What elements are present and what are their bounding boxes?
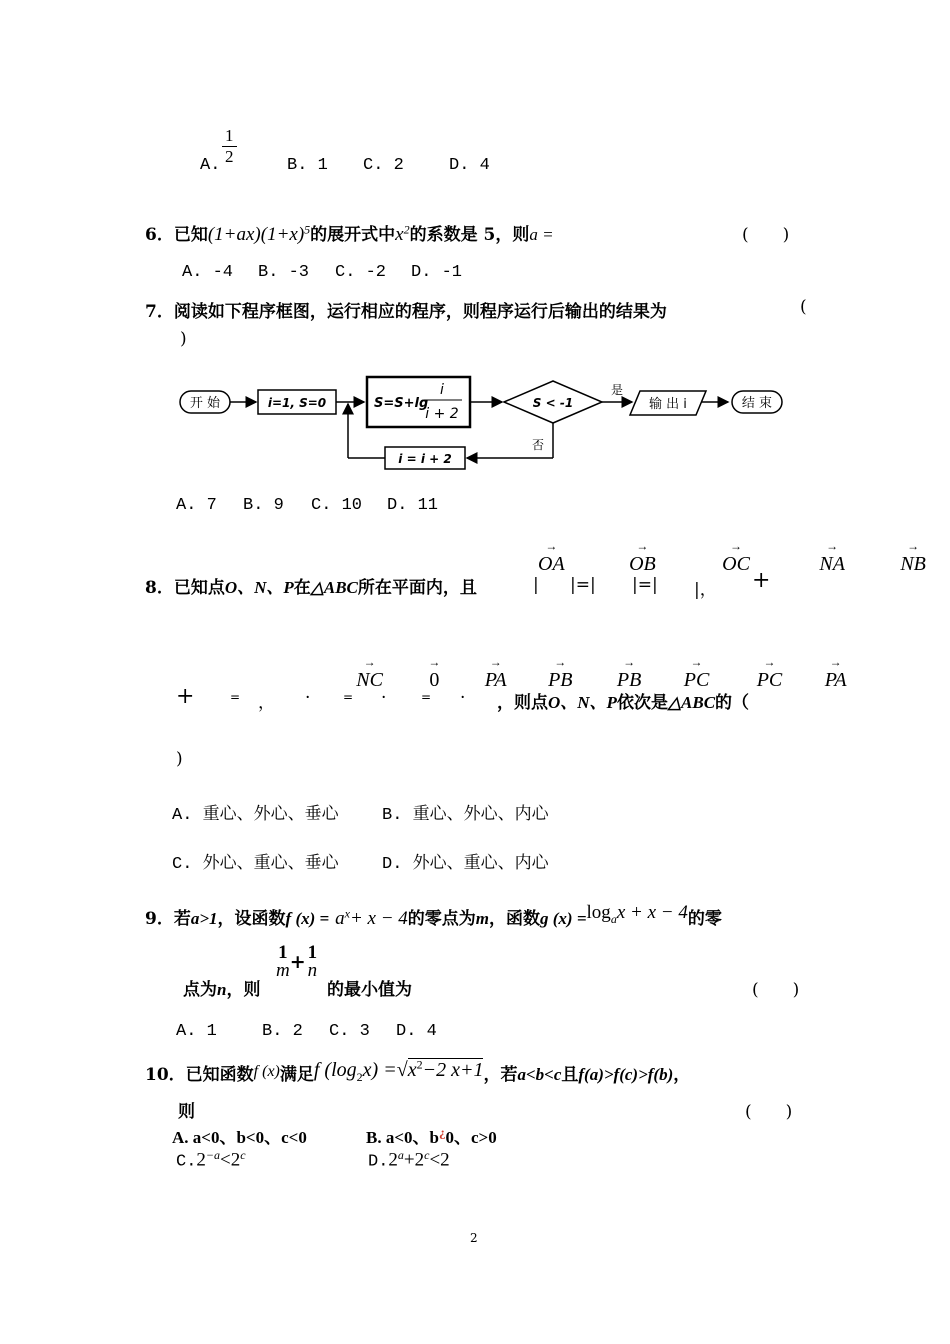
q8-option-d: D. 外心、重心、内心 (382, 855, 549, 874)
q5-option-a-fraction: 1 2 (222, 126, 237, 167)
q8-option-b: B. 重心、外心、内心 (382, 806, 549, 825)
q8-plus1: + (752, 568, 771, 593)
vector-nc: → NC (356, 669, 383, 692)
flow-yes-label: 是 (610, 383, 624, 397)
q8-abs-bar: | (533, 575, 539, 595)
vector-oc: → OC (722, 553, 750, 576)
q6-option-d: D. -1 (411, 263, 463, 282)
question-9-stem-end: 的最小值为 (327, 980, 412, 1000)
question-7-stem: 7．阅读如下程序框图，运行相应的程序，则程序运行后输出的结果为 (145, 302, 667, 322)
vector-ob: → OB (629, 553, 656, 576)
flow-update-label: S=S+lg (374, 396, 429, 411)
question-7-paren-open: ( (800, 297, 807, 317)
page-number: 2 (470, 1231, 478, 1245)
vector-oa: → OA (538, 553, 565, 576)
q8-eq2: |=| (632, 575, 658, 595)
vector-pb-1: → PB (548, 669, 572, 692)
vector-na: → NA (819, 553, 845, 576)
q10-option-a: A. a<0、b<0、c<0 (172, 1128, 307, 1147)
question-10-stem-cont: 则 (178, 1102, 195, 1122)
q5-option-c: C. 2 (363, 156, 404, 175)
q8-dot2: · (381, 688, 387, 708)
q5-option-a: A. (200, 156, 221, 175)
q10-option-b: B. a<0、b¿0、c>0 (366, 1124, 497, 1147)
question-6-stem: 6．已知$(1+ax)(1+x)^5$的展开式中$x^2$的系数是 5，则a = (145, 222, 554, 245)
q5-option-d: D. 4 (449, 156, 490, 175)
question-10-stem: 10．已知函数f (x)满足f $(\log_2x) =√x^2-2$ x+1，若a<b<c且f(a)>f(c)>f(b)， (145, 1057, 691, 1085)
q7-option-c: C. 10 (311, 496, 363, 515)
q8-dot1: · (305, 688, 311, 708)
program-flowchart (170, 370, 800, 470)
vector-pc-2: → PC (757, 669, 783, 692)
q6-option-a: A. -4 (182, 263, 234, 282)
q9-expression: 1 m + 1 n (276, 942, 318, 981)
question-10-answer-paren: ( ) (745, 1102, 793, 1122)
q8-eq4: = (343, 690, 354, 704)
flow-end-label: 结 束 (741, 396, 773, 411)
q8-comma2: ， (258, 693, 275, 713)
flow-increment-label: i = i + 2 (398, 452, 452, 466)
q7-option-d: D. 11 (387, 496, 439, 515)
q7-option-b: B. 9 (243, 496, 284, 515)
q9-option-c: C. 3 (329, 1022, 370, 1041)
q9-option-d: D. 4 (396, 1022, 437, 1041)
question-8-paren-close: ) (176, 749, 183, 769)
q9-option-b: B. 2 (262, 1022, 303, 1041)
q8-eq3: = (230, 690, 241, 704)
q6-option-c: C. -2 (335, 263, 387, 282)
flow-decision-label: S < -1 (532, 396, 574, 410)
question-6-answer-paren: ( ) (742, 225, 790, 245)
q5-option-b: B. 1 (287, 156, 328, 175)
flow-start-label: 开 始 (189, 396, 221, 411)
vector-nb: → NB (900, 553, 926, 576)
q8-option-c: C. 外心、重心、垂心 (172, 855, 339, 874)
q8-plus2: + (176, 684, 195, 709)
question-9-stem-cont: 点为n，则 (183, 980, 261, 1000)
question-9-stem: 9．若a>1，设函数f $(x) = a^x+ x - 4$的零点为m，函数g $(x) =\log_ax + x - 4$的零 (145, 902, 722, 929)
flow-update-frac-num: i (440, 382, 444, 398)
q8-dot3: · (460, 688, 466, 708)
vector-pa-1: → PA (485, 669, 507, 692)
q7-option-a: A. 7 (176, 496, 217, 515)
q9-option-a: A. 1 (176, 1022, 217, 1041)
flow-no-label: 否 (531, 438, 545, 452)
flow-output-label: 输 出 i (649, 397, 687, 412)
q6-option-b: B. -3 (258, 263, 310, 282)
question-9-answer-paren: ( ) (752, 980, 800, 1000)
q8-eq1: |=| (570, 575, 596, 595)
vector-pb-2: → PB (617, 669, 641, 692)
q8-eq5: = (421, 690, 432, 704)
q8-option-a: A. 重心、外心、垂心 (172, 806, 339, 825)
flow-init-label: i=1, S=0 (267, 396, 327, 410)
q8-comma1: |， (694, 580, 717, 600)
q10-option-c: $C.2^{-a}<2^c$ (176, 1148, 246, 1172)
flow-update-frac-den: i + 2 (425, 406, 459, 422)
question-8-stem: 8．已知点O、N、P在△ABC所在平面内，且 (145, 578, 477, 598)
vector-zero: → 0 (429, 669, 439, 692)
question-8-stem-cont: ，则点O、N、P依次是△ABC的（ (497, 693, 750, 713)
vector-pa-2: → PA (825, 669, 847, 692)
question-7-paren-close: ) (180, 329, 187, 349)
q10-option-d: $D.2^a+2^c<2$ (368, 1148, 450, 1172)
vector-pc-1: → PC (684, 669, 710, 692)
